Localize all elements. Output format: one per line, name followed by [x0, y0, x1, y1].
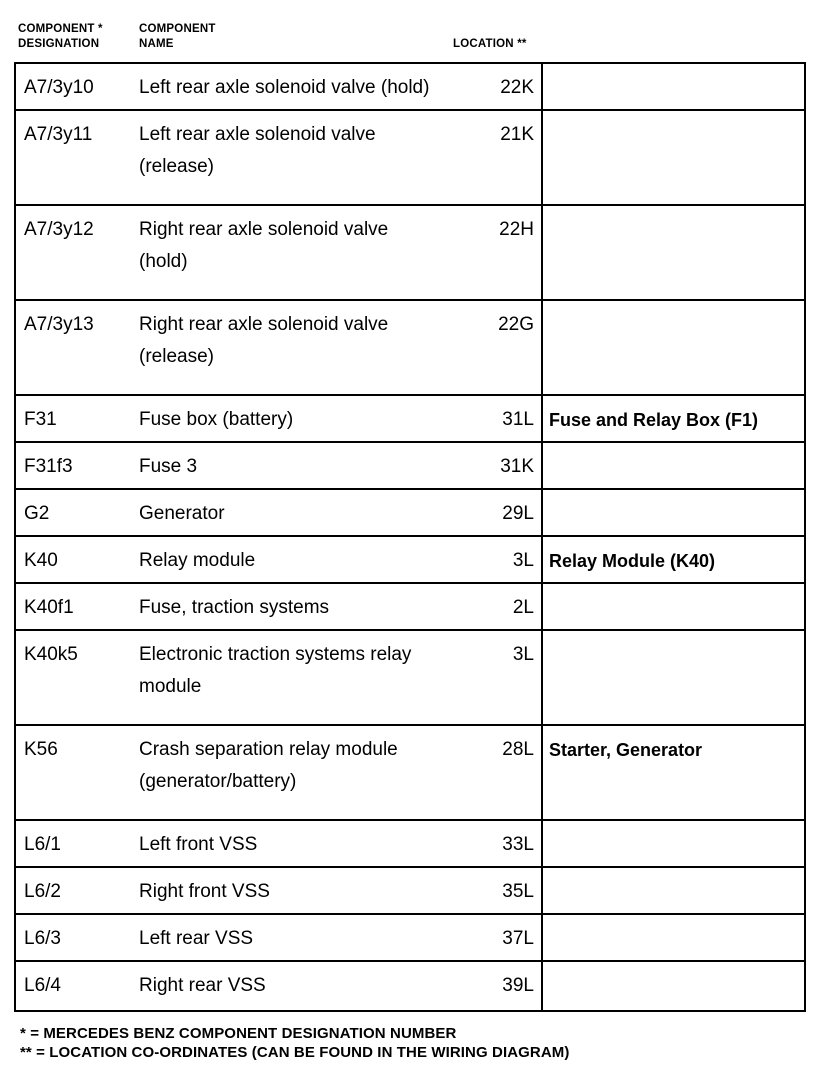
table-row	[16, 868, 804, 915]
component-table	[14, 62, 806, 1012]
diagram-reference: Relay Module (K40)	[549, 551, 716, 571]
location-coordinate: 3L	[512, 550, 534, 571]
location-coordinate: 37L	[502, 928, 534, 949]
component-designation: A7/3y13	[24, 314, 94, 335]
table-row	[16, 915, 804, 962]
header-name: COMPONENT NAME	[139, 23, 216, 50]
table-row	[16, 396, 804, 443]
component-designation: K40k5	[24, 644, 78, 665]
component-name: Left rear axle solenoid valve (release)	[139, 124, 376, 177]
component-designation: K40	[24, 550, 58, 571]
component-name: Crash separation relay module (generator/battery)	[139, 739, 398, 792]
component-designation: G2	[24, 503, 50, 524]
table-row	[16, 726, 804, 821]
component-name: Fuse, traction systems	[139, 597, 330, 618]
location-coordinate: 28L	[502, 739, 534, 760]
component-designation: F31	[24, 409, 57, 430]
component-designation: L6/4	[24, 975, 61, 996]
table-row	[16, 962, 804, 1008]
component-name: Left rear axle solenoid valve (hold)	[139, 77, 430, 98]
component-designation: L6/2	[24, 881, 61, 902]
component-designation: K56	[24, 739, 58, 760]
component-name: Relay module	[139, 550, 256, 571]
component-name: Electronic traction systems relay module	[139, 644, 412, 697]
component-name: Left front VSS	[139, 834, 258, 855]
table-row	[16, 111, 804, 206]
location-coordinate: 35L	[502, 881, 534, 902]
location-coordinate: 29L	[502, 503, 534, 524]
diagram-reference: Fuse and Relay Box (F1)	[549, 410, 759, 430]
location-coordinate: 22G	[498, 314, 534, 335]
header-designation: COMPONENT * DESIGNATION	[18, 23, 103, 50]
component-name: Right rear axle solenoid valve (release)	[139, 314, 389, 367]
component-designation: A7/3y10	[24, 77, 94, 98]
location-coordinate: 33L	[502, 834, 534, 855]
component-name: Right rear axle solenoid valve (hold)	[139, 219, 389, 272]
component-name: Right front VSS	[139, 881, 270, 902]
component-designation: K40f1	[24, 597, 74, 618]
component-name: Right rear VSS	[139, 975, 266, 996]
location-coordinate: 31K	[500, 456, 534, 477]
component-designation: F31f3	[24, 456, 73, 477]
location-coordinate: 3L	[512, 644, 534, 665]
component-designation: L6/3	[24, 928, 61, 949]
table-row	[16, 301, 804, 396]
footnote-designation: * = MERCEDES BENZ COMPONENT DESIGNATION NUMBER	[20, 1025, 457, 1042]
location-coordinate: 31L	[502, 409, 534, 430]
location-coordinate: 22H	[499, 219, 534, 240]
component-designation: A7/3y12	[24, 219, 94, 240]
component-name: Left rear VSS	[139, 928, 254, 949]
diagram-reference: Starter, Generator	[549, 740, 703, 760]
footnote-location: ** = LOCATION CO-ORDINATES (CAN BE FOUND IN THE WIRING DIAGRAM)	[20, 1044, 570, 1061]
component-designation: A7/3y11	[24, 124, 93, 145]
component-designation: L6/1	[24, 834, 61, 855]
header-location: LOCATION **	[453, 38, 527, 50]
table-row	[16, 64, 804, 111]
table-row	[16, 821, 804, 868]
component-name: Fuse 3	[139, 456, 198, 477]
table-row	[16, 537, 804, 584]
table-row	[16, 584, 804, 631]
table-row	[16, 443, 804, 490]
location-coordinate: 39L	[502, 975, 534, 996]
table-row	[16, 206, 804, 301]
table-row	[16, 631, 804, 726]
component-name: Generator	[139, 503, 225, 524]
component-name: Fuse box (battery)	[139, 409, 294, 430]
location-coordinate: 22K	[500, 77, 534, 98]
location-coordinate: 2L	[512, 597, 534, 618]
table-row	[16, 490, 804, 537]
location-coordinate: 21K	[500, 124, 534, 145]
